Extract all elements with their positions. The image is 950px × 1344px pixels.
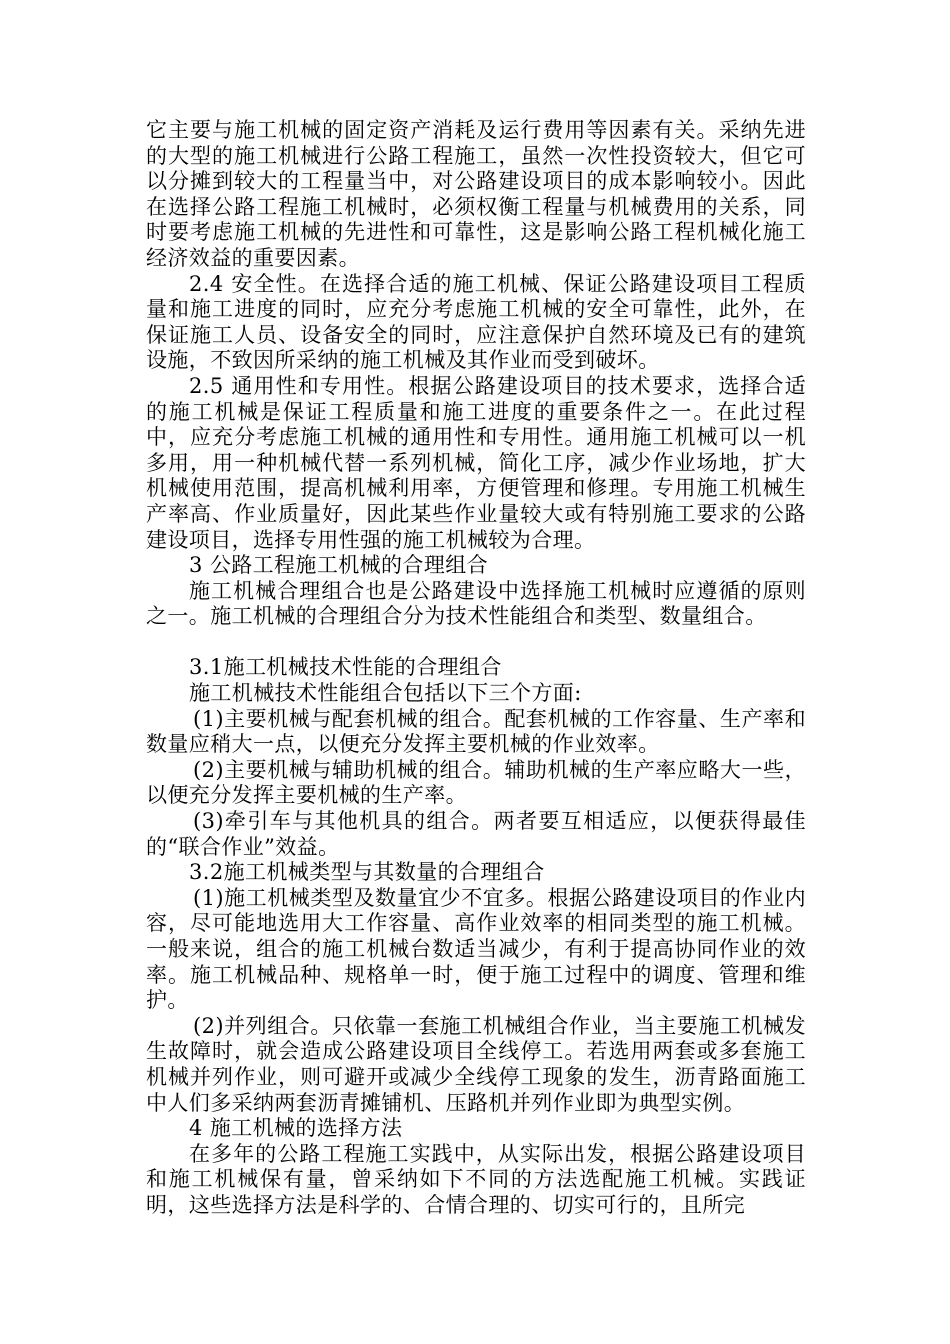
paragraph-cost-factors: 它主要与施工机械的固定资产消耗及运行费用等因素有关。采纳先进的大型的施工机械进行公路工程施工，虽然一次性投资较大，但它可以分摊到较大的工程量当中，对公路建设项目的成本影响较小。因此在选择公路工程施工机械时，必须权衡工程量与机械费用的关系，同时要考虑施工机械的先进性和可靠性，这是影响公路工程机械化施工经济效益的重要因素。	[146, 118, 806, 270]
list-item-3-1-1: (1)主要机械与配套机械的组合。配套机械的工作容量、生产率和数量应稍大一点，以便充分发挥主要机械的作业效率。	[146, 706, 806, 757]
list-item-3-2-1: (1)施工机械类型及数量宜少不宜多。根据公路建设项目的作业内容，尽可能地选用大工作容量、高作业效率的相同类型的施工机械。一般来说，组合的施工机械台数适当减少，有利于提高协同作业的效率。施工机械品种、规格单一时，便于施工过程中的调度、管理和维护。	[146, 885, 806, 1013]
heading-section-3-1: 3.1施工机械技术性能的合理组合	[189, 655, 502, 680]
heading-section-3-2: 3.2施工机械类型与其数量的合理组合	[189, 860, 545, 885]
paragraph-section-4-intro: 在多年的公路工程施工实践中，从实际出发，根据公路建设项目和施工机械保有量，曾采纳如下不同的方法选配施工机械。实践证明，这些选择方法是科学的、合情合理的、切实可行的，且所完	[146, 1141, 806, 1217]
paragraph-2-4-safety: 2.4 安全性。在选择合适的施工机械、保证公路建设项目工程质量和施工进度的同时，应充分考虑施工机械的安全可靠性，此外，在保证施工人员、设备安全的同时，应注意保护自然环境及已有的建筑设施，不致因所采纳的施工机械及其作业而受到破坏。	[146, 271, 806, 373]
list-item-3-1-2: (2)主要机械与辅助机械的组合。辅助机械的生产率应略大一些，以便充分发挥主要机械的生产率。	[146, 757, 806, 808]
list-item-3-1-3: (3)牵引车与其他机具的组合。两者要互相适应，以便获得最佳的“联合作业”效益。	[146, 809, 806, 859]
list-item-3-2-2: (2)并列组合。只依靠一套施工机械组合作业，当主要施工机械发生故障时，就会造成公路建设项目全线停工。若选用两套或多套施工机械并列作业，则可避开或减少全线停工现象的发生，沥青路面施工中人们多采纳两套沥青摊铺机、压路机并列作业即为典型实例。	[146, 1013, 806, 1115]
paragraph-2-5-versatility: 2.5 通用性和专用性。根据公路建设项目的技术要求，选择合适的施工机械是保证工程质量和施工进度的重要条件之一。在此过程中，应充分考虑施工机械的通用性和专用性。通用施工机械可以一机多用，用一种机械代替一系列机械，简化工序，减少作业场地，扩大机械使用范围，提高机械利用率，方便管理和修理。专用施工机械生产率高、作业质量好，因此某些作业量较大或有特别施工要求的公路建设项目，选择专用性强的施工机械较为合理。	[146, 373, 806, 552]
paragraph-section-3-1-intro: 施工机械技术性能组合包括以下三个方面:	[189, 681, 582, 706]
heading-section-4: 4 施工机械的选择方法	[189, 1116, 403, 1141]
heading-section-3: 3 公路工程施工机械的合理组合	[189, 553, 489, 578]
document-body	[146, 118, 806, 1219]
paragraph-section-3-intro: 施工机械合理组合也是公路建设中选择施工机械时应遵循的原则之一。施工机械的合理组合分为技术性能组合和类型、数量组合。	[146, 578, 806, 629]
blank-line	[146, 630, 806, 656]
